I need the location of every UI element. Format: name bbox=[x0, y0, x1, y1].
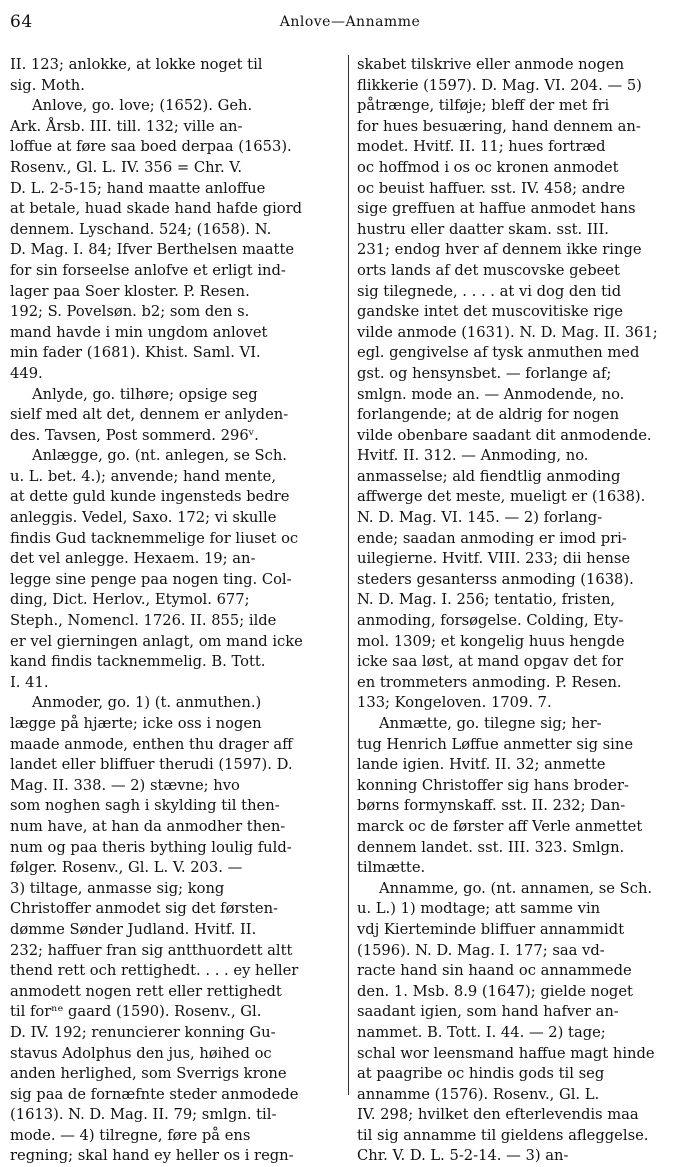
text-line: 192; S. Povelsøn. b2; som den s. bbox=[10, 303, 250, 321]
text-line: Anlægge, go. (nt. anlegen, se Sch. bbox=[32, 447, 287, 465]
text-line: racte hand sin haand oc annammede bbox=[357, 962, 632, 980]
text-line: 449. bbox=[10, 364, 43, 382]
text-line: følger. Rosenv., Gl. L. V. 203. — bbox=[10, 859, 243, 877]
text-line: anmasselse; ald fiendtlig anmoding bbox=[357, 467, 621, 485]
text-line: oc hoffmod i os oc kronen anmodet bbox=[357, 158, 619, 176]
text-line: hustru eller daatter skam. sst. III. bbox=[357, 220, 609, 238]
text-line: orts lands af det muscovske gebeet bbox=[357, 261, 620, 279]
text-line: loffue at føre saa boed derpaa (1653). bbox=[10, 138, 292, 156]
text-line: dømme Sønder Judland. Hvitf. II. bbox=[10, 920, 257, 938]
text-line: at dette guld kunde ingensteds bedre bbox=[10, 488, 290, 506]
text-line: legge sine penge paa nogen ting. Col- bbox=[10, 570, 292, 588]
text-line: er vel gierningen anlagt, om mand icke bbox=[10, 632, 303, 650]
text-line: u. L.) 1) modtage; att samme vin bbox=[357, 900, 601, 918]
text-line: konning Christoffer sig hans broder- bbox=[357, 776, 629, 794]
text-line: findis Gud tacknemmelige for liuset oc bbox=[10, 529, 299, 547]
text-line: anmoding, forsøgelse. Colding, Ety- bbox=[357, 612, 624, 630]
text-line: Ark. Årsb. III. till. 132; ville an- bbox=[10, 117, 243, 135]
text-line: stavus Adolphus den jus, høihed oc bbox=[10, 1044, 272, 1062]
text-line: D. L. 2-5-15; hand maatte anloffue bbox=[10, 179, 266, 197]
text-line: det vel anlegge. Hexaem. 19; an- bbox=[10, 550, 256, 568]
text-line: sig tilegnede, . . . . at vi dog den tid bbox=[357, 282, 622, 300]
text-line: Anlyde, go. tilhøre; opsige seg bbox=[32, 385, 258, 403]
text-line: vilde obenbare saadant dit anmodende. bbox=[357, 426, 652, 444]
running-head: Anlove—Annamme bbox=[279, 14, 421, 30]
text-line: Hvitf. II. 312. — Anmoding, no. bbox=[357, 447, 589, 465]
text-line: thend rett och rettighedt. . . . ey heller bbox=[10, 962, 299, 980]
text-line: anden herlighed, som Sverrigs krone bbox=[10, 1065, 287, 1083]
text-line: til forⁿᵉ gaard (1590). Rosenv., Gl. bbox=[10, 1003, 262, 1021]
text-line: kand findis tacknemmelig. B. Tott. bbox=[10, 653, 266, 671]
text-line: nammet. B. Tott. I. 44. — 2) tage; bbox=[357, 1023, 606, 1041]
text-line: Anmætte, go. tilegne sig; her- bbox=[379, 715, 602, 732]
text-line: D. IV. 192; renuncierer konning Gu- bbox=[10, 1023, 276, 1041]
text-line: num have, at han da anmodher then- bbox=[10, 817, 286, 835]
text-line: forlangende; at de aldrig for nogen bbox=[357, 406, 620, 424]
text-line: dennem. Lyschand. 524; (1658). N. bbox=[10, 220, 272, 238]
text-line: ende; saadan anmoding er imod pri- bbox=[357, 529, 627, 547]
text-line: lande igien. Hvitf. II. 32; anmette bbox=[357, 756, 606, 774]
text-line: lager paa Soer kloster. P. Resen. bbox=[10, 282, 250, 300]
text-line: (1596). N. D. Mag. I. 177; saa vd- bbox=[357, 941, 605, 959]
text-line: børns formynskaff. sst. II. 232; Dan- bbox=[357, 797, 626, 815]
text-line: Chr. V. D. L. 5-2-14. — 3) an- bbox=[357, 1147, 569, 1165]
text-line: at paagribe oc hindis gods til seg bbox=[357, 1065, 605, 1083]
text-line: anleggis. Vedel, Saxo. 172; vi skulle bbox=[10, 509, 277, 527]
text-line: påtrænge, tilføje; bleff der met fri bbox=[357, 97, 610, 115]
text-line: annamme (1576). Rosenv., Gl. L. bbox=[357, 1085, 600, 1103]
text-line: flikkerie (1597). D. Mag. VI. 204. — 5) bbox=[357, 76, 642, 94]
column-divider bbox=[348, 55, 349, 1095]
text-line: Christoffer anmodet sig det førsten- bbox=[10, 900, 278, 918]
page-number: 64 bbox=[10, 12, 33, 32]
text-line: N. D. Mag. VI. 145. — 2) forlang- bbox=[357, 509, 603, 527]
text-line: Mag. II. 338. — 2) stævne; hvo bbox=[10, 776, 240, 794]
text-line: anmodett nogen rett eller rettighedt bbox=[10, 982, 282, 1000]
text-line: steders gesanterss anmoding (1638). bbox=[357, 570, 634, 588]
text-line: schal wor leensmand haffue magt hinde bbox=[357, 1044, 655, 1062]
text-line: marck oc de førster aff Verle anmettet bbox=[357, 817, 643, 835]
page-header bbox=[0, 0, 700, 38]
text-line: gandske intet det muscovitiske rige bbox=[357, 303, 624, 321]
text-line: 232; haffuer fran sig antthuordett altt bbox=[10, 941, 293, 959]
text-line: sielf med alt det, dennem er anlyden- bbox=[10, 406, 289, 424]
text-line: mode. — 4) tilregne, føre på ens bbox=[10, 1126, 251, 1144]
text-line: I. 41. bbox=[10, 673, 49, 691]
text-line: som noghen sagh i skylding til then- bbox=[10, 797, 280, 815]
text-line: sig. Moth. bbox=[10, 76, 85, 94]
text-line: gst. og hensynsbet. — forlange af; bbox=[357, 364, 612, 382]
text-line: sige greffuen at haffue anmodet hans bbox=[357, 200, 636, 218]
text-line: mol. 1309; et kongelig huus hengde bbox=[357, 632, 625, 650]
text-line: ding, Dict. Herlov., Etymol. 677; bbox=[10, 591, 250, 609]
text-line: u. L. bet. 4.); anvende; hand mente, bbox=[10, 467, 277, 485]
text-line: saadant igien, som hand hafver an- bbox=[357, 1003, 619, 1021]
text-line: sig paa de fornæfnte steder anmodede bbox=[10, 1085, 299, 1103]
text-line: D. Mag. I. 84; Ifver Berthelsen maatte bbox=[10, 241, 295, 259]
text-line: den. 1. Msb. 8.9 (1647); gielde noget bbox=[357, 982, 633, 1000]
text-line: dennem landet. sst. III. 323. Smlgn. bbox=[357, 838, 625, 856]
text-line: modet. Hvitf. II. 11; hues fortræd bbox=[357, 138, 606, 156]
text-line: mand havde i min ungdom anlovet bbox=[10, 323, 268, 341]
text-line: til sig annamme til gieldens afleggelse. bbox=[357, 1126, 649, 1144]
text-line: at betale, huad skade hand hafde giord bbox=[10, 200, 303, 218]
text-line: Annamme, go. (nt. annamen, se Sch. bbox=[379, 879, 653, 897]
text-line: vdj Kierteminde bliffuer annammidt bbox=[357, 920, 625, 938]
text-line: maade anmode, enthen thu drager aff bbox=[10, 735, 293, 753]
right-column bbox=[357, 55, 690, 1165]
text-line: smlgn. mode an. — Anmodende, no. bbox=[357, 385, 625, 403]
text-line: 133; Kongeloven. 1709. 7. bbox=[357, 694, 552, 712]
text-line: Steph., Nomencl. 1726. II. 855; ilde bbox=[10, 612, 277, 630]
text-line: 231; endog hver af dennem ikke ringe bbox=[357, 241, 642, 259]
text-line: en trommeters anmoding. P. Resen. bbox=[357, 673, 622, 691]
text-line: vilde anmode (1631). N. D. Mag. II. 361; bbox=[357, 323, 658, 341]
text-line: Anmoder, go. 1) (t. anmuthen.) bbox=[32, 694, 262, 712]
text-line: (1613). N. D. Mag. II. 79; smlgn. til- bbox=[10, 1106, 277, 1124]
text-line: num og paa theris bything loulig fuld- bbox=[10, 838, 292, 856]
text-line: Anlove, go. love; (1652). Geh. bbox=[32, 97, 253, 115]
text-line: icke saa løst, at mand opgav det for bbox=[357, 653, 624, 671]
text-line: min fader (1681). Khist. Saml. VI. bbox=[10, 344, 261, 362]
text-line: uilegierne. Hvitf. VIII. 233; dii hense bbox=[357, 550, 631, 568]
text-line: for hues besuæring, hand dennem an- bbox=[357, 117, 641, 135]
text-line: lægge på hjærte; icke oss i nogen bbox=[10, 715, 262, 732]
text-line: 3) tiltage, anmasse sig; kong bbox=[10, 879, 225, 897]
text-line: tug Henrich Løffue anmetter sig sine bbox=[357, 735, 634, 753]
text-line: skabet tilskrive eller anmode nogen bbox=[357, 56, 625, 73]
text-line: tilmætte. bbox=[357, 859, 426, 877]
text-line: landet eller bliffuer therudi (1597). D. bbox=[10, 756, 293, 774]
text-line: for sin forseelse anlofve et erligt ind- bbox=[10, 261, 286, 279]
text-line: N. D. Mag. I. 256; tentatio, fristen, bbox=[357, 591, 616, 609]
text-line: oc beuist haffuer. sst. IV. 458; andre bbox=[357, 179, 626, 197]
text-line: IV. 298; hvilket den efterlevendis maa bbox=[357, 1106, 639, 1124]
text-line: Rosenv., Gl. L. IV. 356 = Chr. V. bbox=[10, 158, 243, 176]
text-line: II. 123; anlokke, at lokke noget til bbox=[10, 56, 263, 73]
text-line: regning; skal hand ey heller os i regn- bbox=[10, 1147, 294, 1165]
left-column bbox=[10, 55, 340, 1165]
text-line: des. Tavsen, Post sommerd. 296ᵛ. bbox=[10, 426, 259, 444]
text-line: affwerge det meste, mueligt er (1638). bbox=[357, 488, 646, 506]
text-line: egl. gengivelse af tysk anmuthen med bbox=[357, 344, 640, 362]
